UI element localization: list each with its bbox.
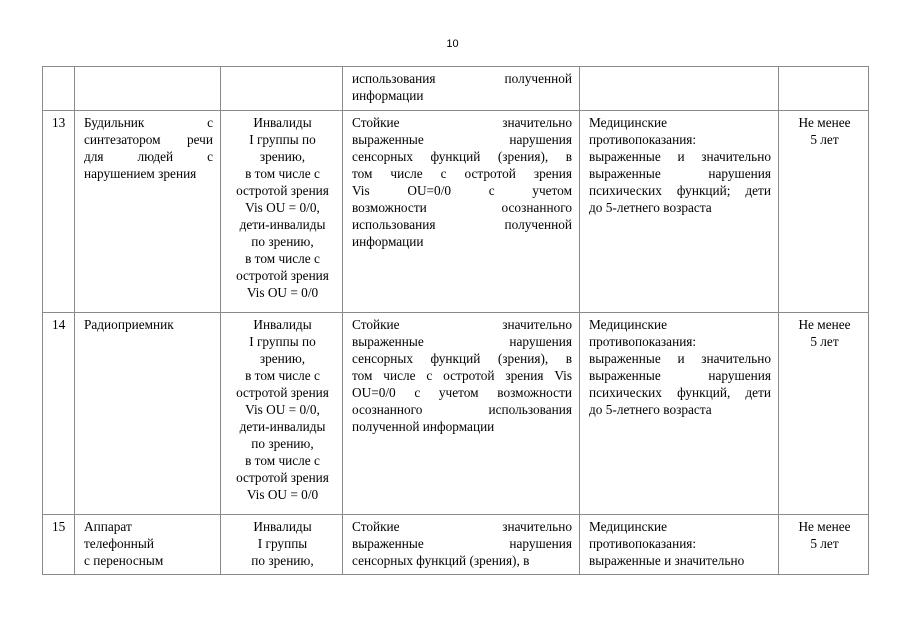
page-number: 10	[446, 38, 459, 50]
cell-term	[779, 111, 869, 313]
cell-text-line: психических функций; дети	[589, 183, 771, 198]
cell-text-line: использования полученной	[352, 71, 572, 86]
table-row	[43, 313, 869, 515]
cell-text-line: зрению,	[259, 149, 306, 164]
cell-text-line: в том числе с	[245, 251, 320, 266]
cell-text-line: выраженные нарушения	[352, 334, 572, 349]
cell-num: 14	[43, 313, 75, 515]
cell-text-line: сенсорных функций (зрения), в	[352, 149, 572, 164]
cell-text-line: сенсорных функций (зрения), в	[352, 351, 572, 366]
cell-contraindications	[580, 111, 779, 313]
cell-text-line: Vis OU = 0/0,	[245, 402, 320, 417]
cell-name	[75, 111, 221, 313]
cell-text-line: том числе с остротой зрения	[352, 166, 572, 181]
cell-text-line: осознанного использования	[352, 402, 572, 417]
cell-text-line: с переносным	[84, 553, 164, 568]
cell-text-line: Vis OU = 0/0	[246, 487, 319, 502]
cell-text-line: остротой зрения	[236, 183, 329, 198]
cell-category	[221, 515, 343, 575]
cell-text-line: выраженные и значительно	[589, 149, 771, 164]
cell-contraindications	[580, 313, 779, 515]
cell-text-line: дети-инвалиды	[239, 419, 326, 434]
table-row	[43, 111, 869, 313]
cell-text-line: по зрению,	[251, 436, 314, 451]
cell-name	[75, 67, 221, 111]
cell-name	[75, 313, 221, 515]
cell-text-line: Не менее	[798, 115, 851, 130]
cell-text-line: Инвалиды	[253, 115, 312, 130]
cell-category	[221, 67, 343, 111]
cell-effects	[343, 313, 580, 515]
cell-text-line: Будильник с	[84, 115, 213, 130]
cell-name	[75, 515, 221, 575]
cell-text-line: Медицинские	[589, 317, 667, 332]
cell-text-line: OU=0/0 с учетом возможности	[352, 385, 572, 400]
cell-term	[779, 67, 869, 111]
cell-text-line: психических функций, дети	[589, 385, 771, 400]
cell-text-line: Не менее	[798, 317, 851, 332]
cell-category	[221, 111, 343, 313]
cell-num: 13	[43, 111, 75, 313]
cell-text-line: дети-инвалиды	[239, 217, 326, 232]
cell-text-line: до 5-летнего возраста	[589, 200, 712, 215]
cell-text-line: информации	[352, 234, 424, 249]
cell-text-line: Vis OU = 0/0,	[245, 200, 320, 215]
cell-text-line: I группы	[257, 536, 308, 551]
cell-text-line: использования полученной	[352, 217, 572, 232]
cell-text-line: в том числе с	[245, 368, 320, 383]
cell-text-line: выраженные и значительно	[589, 553, 745, 568]
cell-num: 15	[43, 515, 75, 575]
cell-text-line: противопоказания:	[589, 536, 697, 551]
cell-text-line: Не менее	[798, 519, 851, 534]
cell-text-line: остротой зрения	[236, 385, 329, 400]
cell-text-line: остротой зрения	[236, 470, 329, 485]
cell-text-line: противопоказания:	[589, 334, 697, 349]
cell-contraindications	[580, 67, 779, 111]
cell-text-line: Медицинские	[589, 519, 667, 534]
cell-text-line: противопоказания:	[589, 132, 697, 147]
cell-text-line: по зрению,	[251, 234, 314, 249]
table-row	[43, 515, 869, 575]
cell-text-line: Радиоприемник	[84, 317, 174, 332]
cell-effects	[343, 111, 580, 313]
cell-text-line: Аппарат	[84, 519, 132, 534]
cell-text-line: полученной информации	[352, 419, 495, 434]
cell-text-line: выраженные нарушения	[589, 368, 771, 383]
cell-text-line: сенсорных функций (зрения), в	[352, 553, 530, 568]
cell-text-line: I группы по	[249, 132, 316, 147]
cell-text-line: Инвалиды	[253, 519, 312, 534]
cell-text-line: 5 лет	[810, 334, 839, 349]
cell-text-line: выраженные нарушения	[589, 166, 771, 181]
devices-table	[42, 66, 869, 575]
cell-text-line: информации	[352, 88, 424, 103]
cell-text-line: синтезатором речи	[84, 132, 213, 147]
cell-text-line: Стойкие значительно	[352, 317, 572, 332]
cell-text-line: 5 лет	[810, 536, 839, 551]
cell-text-line: в том числе с	[245, 453, 320, 468]
cell-term	[779, 515, 869, 575]
cell-text-line: остротой зрения	[236, 268, 329, 283]
cell-text-line: нарушением зрения	[84, 166, 197, 181]
cell-contraindications	[580, 515, 779, 575]
cell-text-line: телефонный	[84, 536, 154, 551]
cell-effects	[343, 515, 580, 575]
cell-text-line: выраженные нарушения	[352, 536, 572, 551]
cell-text-line: I группы по	[249, 334, 316, 349]
cell-text-line: Стойкие значительно	[352, 115, 572, 130]
cell-text-line: Инвалиды	[253, 317, 312, 332]
cell-text-line: в том числе с	[245, 166, 320, 181]
cell-text-line: том числе с остротой зрения Vis	[352, 368, 572, 383]
cell-text-line: по зрению,	[251, 553, 314, 568]
cell-text-line: до 5-летнего возраста	[589, 402, 712, 417]
table-row-continuation	[43, 67, 869, 111]
cell-text-line: выраженные нарушения	[352, 132, 572, 147]
cell-text-line: Стойкие значительно	[352, 519, 572, 534]
cell-text-line: выраженные и значительно	[589, 351, 771, 366]
cell-text-line: возможности осознанного	[352, 200, 572, 215]
cell-term	[779, 313, 869, 515]
cell-category	[221, 313, 343, 515]
cell-effects	[343, 67, 580, 111]
cell-num	[43, 67, 75, 111]
cell-text-line: Vis OU = 0/0	[246, 285, 319, 300]
cell-text-line: зрению,	[259, 351, 306, 366]
cell-text-line: для людей с	[84, 149, 213, 164]
cell-text-line: Vis OU=0/0 с учетом	[352, 183, 572, 198]
cell-text-line: Медицинские	[589, 115, 667, 130]
cell-text-line: 5 лет	[810, 132, 839, 147]
table-body	[43, 67, 869, 575]
